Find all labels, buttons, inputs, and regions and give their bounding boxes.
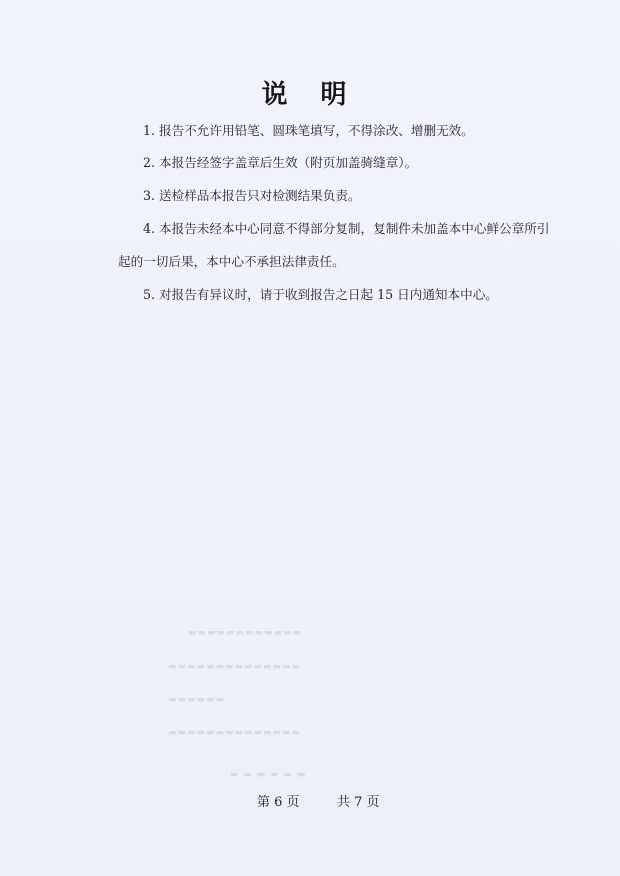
notice-item-4-continued: 起的一切后果，本中心不承担法律责任。: [118, 254, 345, 269]
document-title: 说 明: [261, 80, 359, 110]
bleed-through-marks: ▬▬▬▬▬▬▬▬▬▬▬▬▬▬: [168, 662, 302, 672]
bleed-through-marks: ▬▬▬▬▬▬▬▬▬▬▬▬▬▬: [168, 728, 302, 738]
notice-item-4: 4. 本报告未经本中心同意不得部分复制，复制件未加盖本中心鲜公章所引: [143, 221, 550, 236]
notice-item-5: 5. 对报告有异议时，请于收到报告之日起 15 日内通知本中心。: [143, 287, 498, 302]
bleed-through-marks: ▬▬▬▬▬▬: [168, 695, 226, 705]
notice-item-3: 3. 送检样品本报告只对检测结果负责。: [143, 188, 361, 203]
bleed-through-marks: ▬▬▬▬▬▬▬▬▬▬▬▬: [188, 628, 303, 638]
bleed-through-marks: ▬ ▬ ▬ ▬ ▬ ▬: [230, 770, 307, 780]
notice-item-1: 1. 报告不允许用铅笔、圆珠笔填写，不得涂改、增删无效。: [143, 123, 474, 138]
notice-item-2: 2. 本报告经签字盖章后生效（附页加盖骑缝章）。: [143, 155, 418, 170]
page-number: 第 6 页: [257, 795, 300, 810]
total-pages: 共 7 页: [337, 795, 380, 810]
